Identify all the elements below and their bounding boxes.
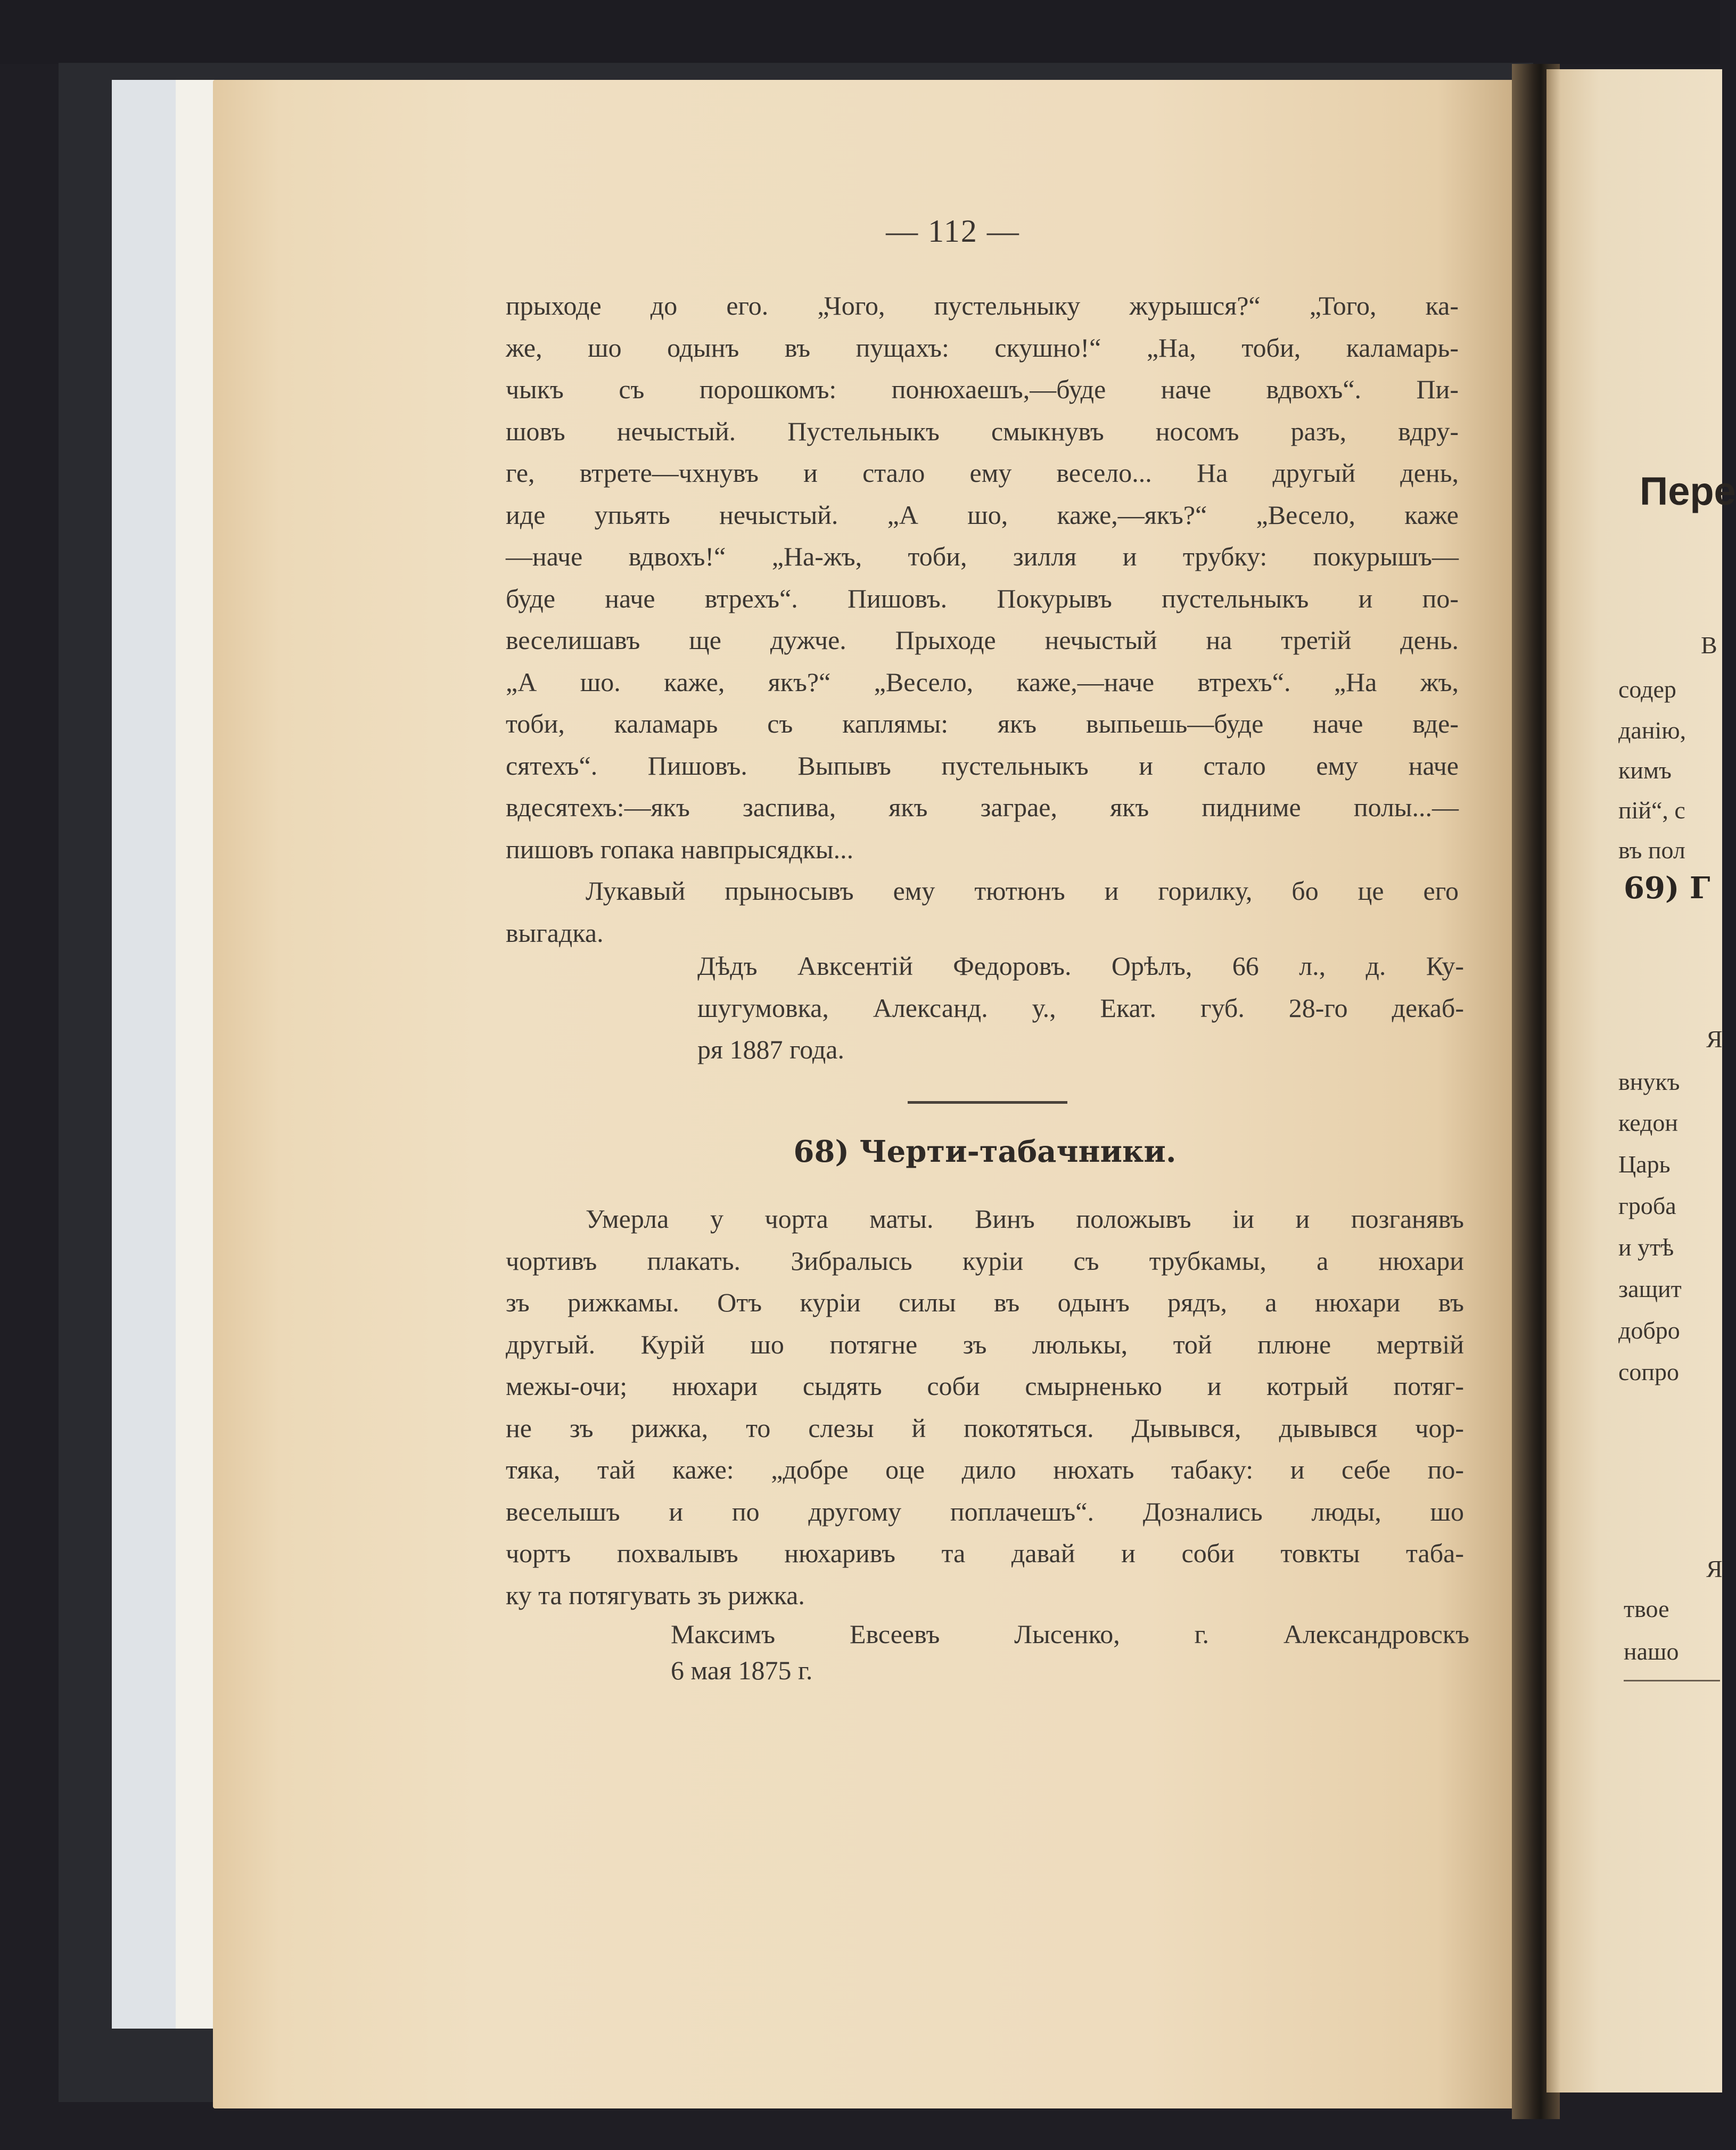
attribution-2 <box>671 1613 1469 1655</box>
text-line: зъ рижкамы. Отъ куріи силы въ одынъ рядъ, а нюхари въ <box>506 1287 1464 1317</box>
right-page-text: Я <box>1706 1555 1723 1582</box>
right-page-text: въ пол <box>1618 836 1685 864</box>
attribution-2-date: 6 мая 1875 г. <box>671 1655 813 1685</box>
text-line: тяка, тай каже: „добре оце дило нюхать табаку: и себе по- <box>506 1455 1464 1484</box>
text-line: Лукавый прыносывъ ему тютюнъ и горилку, бо це его <box>586 876 1459 906</box>
section-divider <box>908 1101 1067 1104</box>
right-page-text: кимъ <box>1618 757 1672 784</box>
right-page-text: твое <box>1624 1595 1669 1622</box>
text-line: веселышъ и по другому поплачешъ“. Дознались люды, шо <box>506 1496 1464 1527</box>
paragraph-continuation <box>506 285 1459 954</box>
right-page-text: кедон <box>1618 1109 1679 1136</box>
text-line: веселишавъ ще дужче. Прыходе нечыстый на третій день. <box>506 625 1459 655</box>
right-page-text: и утѣ <box>1618 1234 1674 1261</box>
right-page-text: Я <box>1706 1025 1723 1053</box>
text-line: ге, втрете—чхнувъ и стало ему весело... На другый день, <box>506 458 1459 488</box>
right-page-text: сопро <box>1618 1358 1680 1385</box>
text-line: сятехъ“. Пишовъ. Выпывъ пустельныкъ и стало ему наче <box>506 750 1459 781</box>
text-line: буде наче втрехъ“. Пишовъ. Покурывъ пустельныкъ и по- <box>506 583 1459 613</box>
text-line: вдесятехъ:—якъ заспива, якъ заграе, якъ пидниме полы...— <box>506 792 1459 822</box>
text-line: Умерла у чорта маты. Винъ положывъ іи и позганявъ <box>586 1204 1464 1234</box>
right-page-text: Царь <box>1618 1151 1671 1178</box>
text-line: иде упьять нечыстый. „А шо, каже,—якъ?“ „Весело, каже <box>506 499 1459 530</box>
right-page-text: внукъ <box>1618 1068 1680 1095</box>
page-number: — 112 — <box>886 214 1020 249</box>
right-page-text: данію, <box>1618 717 1686 744</box>
text-line: же, шо одынъ въ пущахъ: скушно!“ „На, тоби, каламарь- <box>506 332 1459 363</box>
right-page-text: содер <box>1618 676 1676 703</box>
text-line: Дѣдъ Авксентій Федоровъ. Орѣлъ, 66 л., д. Ку- <box>697 951 1464 981</box>
text-line: другый. Курій шо потягне зъ люлькы, той плюне мертвій <box>506 1329 1464 1359</box>
text-line: „А шо. каже, якъ?“ „Весело, каже,—наче втрехъ“. „На жъ, <box>506 667 1459 697</box>
right-page-text: В <box>1701 631 1717 659</box>
text-line: выгадка. <box>506 917 604 948</box>
scan-background-top <box>0 0 1720 64</box>
text-line: ку та потягувать зъ рижка. <box>506 1580 805 1610</box>
text-line: пишовъ гопака навпрысядкы... <box>506 834 854 864</box>
text-line: Максимъ Евсеевъ Лысенко, г. Александровскъ <box>671 1619 1469 1649</box>
story-paragraph <box>506 1198 1464 1616</box>
right-page-heading: Пере <box>1640 469 1736 513</box>
attribution-1 <box>697 945 1464 1071</box>
text-line: чыкъ съ порошкомъ: понюхаешъ,—буде наче вдвохъ“. Пи- <box>506 374 1459 404</box>
text-line: чортъ похвалывъ нюхаривъ та давай и соби товкты таба- <box>506 1538 1464 1568</box>
right-page-text: нашо <box>1624 1638 1679 1665</box>
text-line: ря 1887 года. <box>697 1035 844 1064</box>
text-line: шовъ нечыстый. Пустельныкъ смыкнувъ носомъ разъ, вдру- <box>506 416 1459 446</box>
right-page-section-title: 69) Г <box>1624 871 1710 906</box>
right-page-text: добро <box>1618 1317 1680 1344</box>
text-line: —наче вдвохъ!“ „На-жъ, тоби, зилля и трубку: покурышъ— <box>506 541 1459 571</box>
text-line: прыходе до его. „Чого, пустельныку журышся?“ „Того, ка- <box>506 291 1459 321</box>
right-page-text: гроба <box>1618 1192 1676 1219</box>
section-title: 68) Черти-табачники. <box>793 1134 1176 1169</box>
right-page-text: защит <box>1618 1275 1682 1302</box>
text-line: межы-очи; нюхари сыдять соби смырненько и котрый потяг- <box>506 1371 1464 1401</box>
text-line: тоби, каламарь съ каплямы: якъ выпьешь—буде наче вде- <box>506 709 1459 738</box>
right-page-footnote-rule <box>1624 1680 1720 1681</box>
right-page-text: пій“, с <box>1618 797 1685 824</box>
text-line: шугумовка, Александ. у., Екат. губ. 28-го декаб- <box>697 992 1464 1023</box>
text-line: чортивъ плакать. Зибралысь куріи съ трубкамы, а нюхари <box>506 1245 1464 1276</box>
text-line: не зъ рижка, то слезы й покотяться. Дывывся, дывывся чор- <box>506 1413 1464 1443</box>
